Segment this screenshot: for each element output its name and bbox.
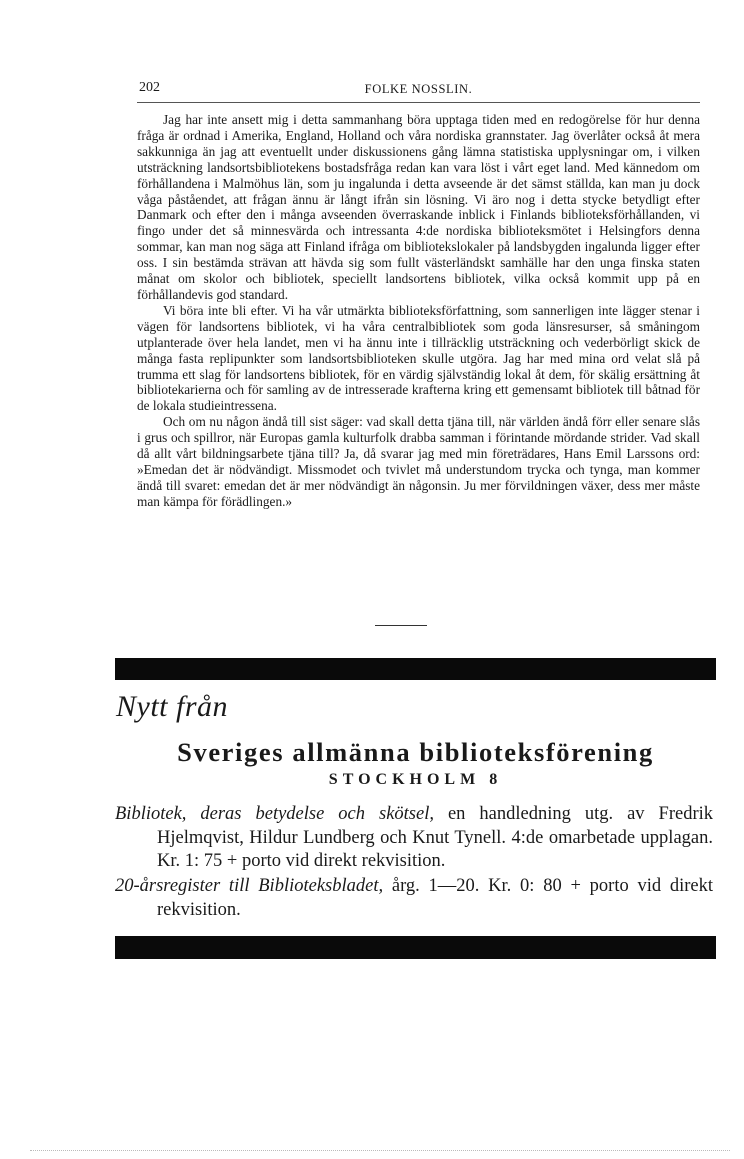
end-rule <box>375 625 427 626</box>
ad-entry <box>115 875 713 922</box>
ad-bottom-bar <box>115 936 716 959</box>
paragraph: Vi böra inte bli efter. Vi ha vår utmärkta biblioteksförfattning, som sannerligen inte lägger stenar i vägen för landsortens bibliotek, vi ha våra centralbibliotek som goda länsresurser, så småningom utplanterade över hela landet, men vi ha ännu inte i tillräcklig utsträckning och vederbörligt skick de många fasta replipunkter som landsortsbiblioteken skulle utgöra. Jag har med mina ord velat slå på trumma ett slag för landsortens bibliotek, för en värdig självständig lokal åt dem, för skälig ersättning åt bibliotekarierna och för samling av de intresserade krafterna kring ett gemensamt bibliotek till båtnad för de lokala studieintressena. <box>137 302 700 414</box>
paragraph: Jag har inte ansett mig i detta sammanhang böra upptaga tiden med en redogörelse för hur denna fråga är ordnad i Amerika, England, Holland och våra nordiska grannstater. Jag överlåter också åt mera sakkunniga än jag att eventuellt under diskussionens gång lämna statistiska upplysningar om, i vilken utsträckning landsortsbibliotekens bostadsfråga redan kan vara löst i vårt eget land. Med kännedom om förhållandena i Malmöhus län, som ju ingalunda i detta avseende är det sämst ställda, kan man ju dock våga påståendet, att frågan ännu är långt ifrån sin lösning. Vi äro nog i detta stycke betydligt efter Danmark och efter den i många avseenden överraskande inblick i Finlands biblioteksförhållanden, vi fingo under det så minnesvärda och intressanta 4:de nordiska biblioteksmötet i Helsingfors denna sommar, kan man nog säga att Finland ifråga om bibliotekslokaler på landsbygden ingalunda ligger efter oss. I sin bestämda strävan att hävda sig som fullt västerländskt samhälle har den unga finska staten månat om skolor och bibliotek, speciellt landsortens bibliotek, vilka också kommit upp på en förhållandevis god standard. <box>137 112 700 302</box>
page-header <box>137 80 700 100</box>
ad-intro: Nytt från <box>116 690 229 723</box>
ad-entry-details: årg. 1—20. Kr. 0: 80 + porto vid direkt rekvisition. <box>157 876 714 920</box>
running-title: FOLKE NOSSLIN. <box>364 82 473 96</box>
scan-edge <box>30 1150 730 1151</box>
ad-entry-title: 20-årsregister till Biblioteksbladet, <box>115 876 384 896</box>
ad-entry-details: en handledning utg. av Fredrik Hjelmqvist, Hildur Lundberg och Knut Tynell. 4:de omarbetade upplagan. Kr. 1: 75 + porto vid direkt rekvisition. <box>157 804 713 871</box>
page-number: 202 <box>139 80 160 95</box>
ad-entry-title: Bibliotek, deras betydelse och skötsel, <box>115 804 434 824</box>
paragraph: Och om nu någon ändå till sist säger: vad skall detta tjäna till, när världen ändå förr eller senare slås i grus och spillror, när Europas gamla kulturfolk drabba samman i förintande mördande strider. Vad skall då allt vårt bildningsarbete tjäna till? Ja, då svarar jag med min företrädares, Hans Emil Larssons ord: »Emedan det är nödvändigt. Missmodet och tvivlet må understundom trycka och tynga, man kommer ändå till svaret: emedan det är mer nödvändigt än någonsin. Ju mer förvildningen växer, dess mer måste man kämpa för förädlingen.» <box>137 414 700 509</box>
ad-organization: Sveriges allmänna biblioteksförening <box>177 737 654 767</box>
header-rule <box>137 102 700 103</box>
ad-city: STOCKHOLM 8 <box>328 771 503 788</box>
article-body <box>137 112 700 510</box>
ad-entry <box>115 803 713 874</box>
ad-top-bar <box>115 658 716 680</box>
